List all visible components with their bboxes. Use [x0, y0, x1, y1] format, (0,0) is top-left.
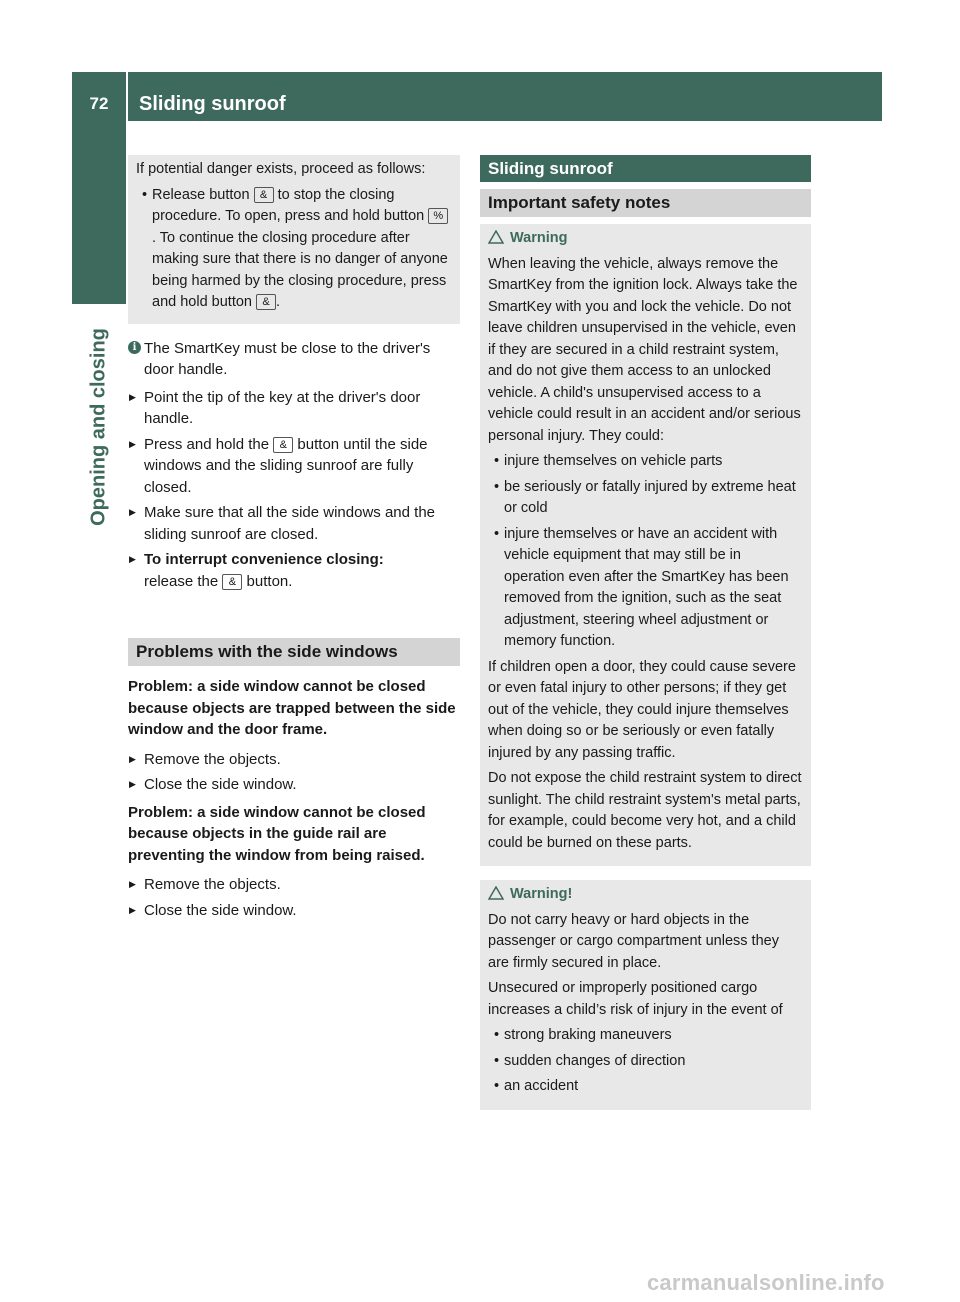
warning-paragraph: Do not carry heavy or hard objects in the passenger or cargo compartment unless they are firmly secured in place. — [488, 911, 779, 971]
info-note: i The SmartKey must be close to the driver's door handle. — [128, 338, 460, 381]
continued-warning-bullet: • Release button & to stop the closing procedure. To open, press and hold button %. To continue the closing procedure after making sure that there is no danger of anyone being harmed by the closing procedure, press and hold button & . — [136, 185, 452, 314]
section-title: Sliding sunroof — [480, 155, 811, 182]
page-number: 72 — [89, 94, 109, 113]
page-title: Sliding sunroof — [139, 93, 286, 115]
problem-1-step: ▶ Remove the objects. — [128, 749, 460, 771]
warning-bullet: • injure themselves on vehicle parts — [488, 451, 803, 473]
warning-triangle-icon — [488, 230, 504, 244]
problem-1-title: Problem: a side window cannot be closed because objects are trapped between the side window and the door frame. — [128, 678, 456, 738]
problem-1-step: ▶ Close the side window. — [128, 774, 460, 796]
lock-button-icon: & — [256, 294, 276, 310]
warning-bullet: • injure themselves or have an accident with vehicle equipment that may still be in operation even after the SmartKey has been removed from the ignition, such as the seat adjustment, steering wheel adjustment or memory function. — [488, 524, 803, 653]
problem-2-step: ▶ Close the side window. — [128, 900, 460, 922]
continued-warning-box — [128, 155, 460, 324]
right-column — [480, 155, 811, 1110]
warning-triangle-icon — [488, 886, 504, 900]
chapter-label: Opening and closing — [87, 327, 110, 526]
step-press-hold: ▶ Press and hold the & button until the side windows and the sliding sunroof are fully closed. — [128, 434, 460, 499]
lock-button-icon: & — [254, 187, 274, 203]
problem-2-step: ▶ Remove the objects. — [128, 874, 460, 896]
continued-warning-intro: If potential danger exists, proceed as follows: — [136, 161, 426, 177]
unlock-button-icon: % — [428, 208, 448, 224]
chapter-tab — [72, 121, 126, 304]
warning-box-cargo — [480, 880, 811, 1110]
warning-paragraph: Do not expose the child restraint system to direct sunlight. The child restraint system's metal parts, for example, could become very hot, and a child could be burned on these parts. — [488, 770, 802, 851]
warning-paragraph: When leaving the vehicle, always remove the SmartKey from the ignition lock. Always take the SmartKey with you and lock the vehicle. Do not leave children unsupervised in the vehicle, even if they are secured in a child restraint system, and do not give them access to an unlocked vehicle. A child's unsupervised access to a vehicle could result in an accident and/or serious personal injury. They could: — [488, 255, 801, 444]
warning-title: Warning! — [488, 884, 803, 906]
problem-2-title: Problem: a side window cannot be closed because objects in the guide rail are preventing the window from being raised. — [128, 803, 426, 864]
info-icon: i — [128, 341, 141, 354]
warning-bullet: • an accident — [488, 1076, 803, 1098]
step-point-key: ▶ Point the tip of the key at the driver's door handle. — [128, 387, 460, 430]
warning-paragraph: Unsecured or improperly positioned cargo increases a child’s risk of injury in the event of — [488, 980, 783, 1018]
warning-bullet: • sudden changes of direction — [488, 1051, 803, 1073]
footer-watermark: carmanualsonline.info — [647, 1270, 885, 1295]
left-column — [128, 155, 460, 925]
step-interrupt: ▶ To interrupt convenience closing: release the & button. — [128, 549, 460, 592]
lock-button-icon: & — [273, 437, 293, 453]
lock-button-icon: & — [222, 574, 242, 590]
warning-bullet: • be seriously or fatally injured by extreme heat or cold — [488, 477, 803, 520]
problems-heading: Problems with the side windows — [128, 638, 460, 666]
header-divider — [126, 72, 128, 121]
warning-bullet: • strong braking maneuvers — [488, 1025, 803, 1047]
warning-box-children — [480, 224, 811, 866]
warning-title: Warning — [488, 228, 803, 250]
subsection-title: Important safety notes — [480, 189, 811, 217]
warning-paragraph: If children open a door, they could cause severe or even fatal injury to other persons; if they get out of the vehicle, they could injure themselves when doing so or be seriously or even fatally injured by any passing traffic. — [488, 658, 796, 761]
step-make-sure: ▶ Make sure that all the side windows and the sliding sunroof are closed. — [128, 502, 460, 545]
